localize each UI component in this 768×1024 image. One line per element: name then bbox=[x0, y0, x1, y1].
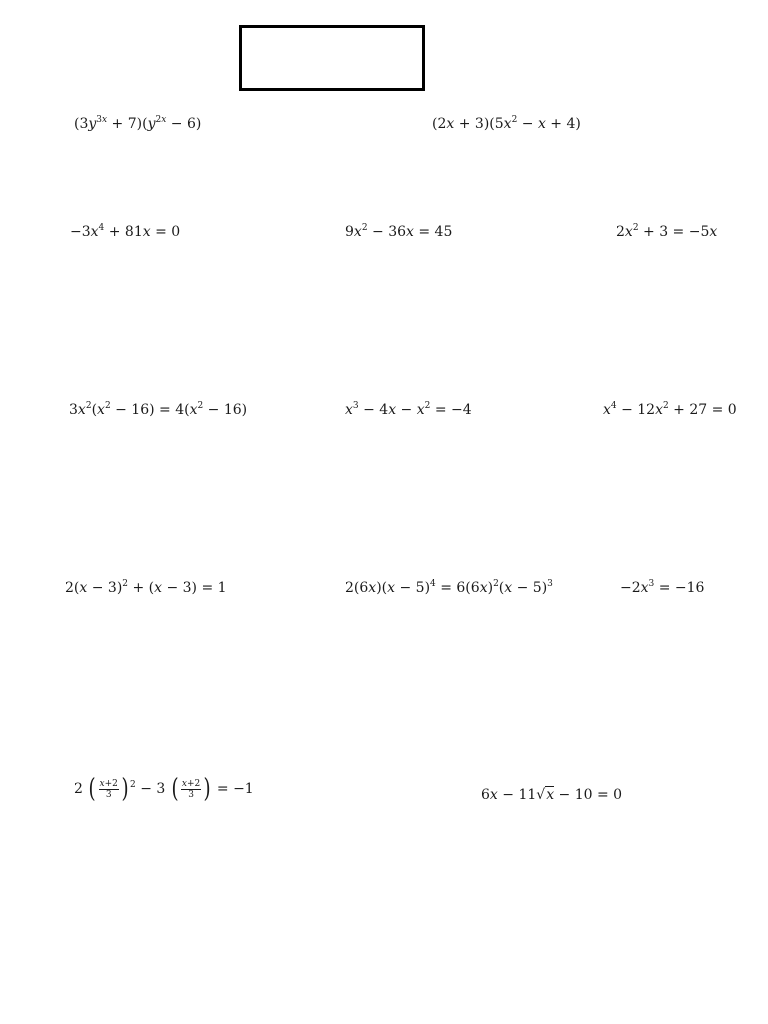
problem-9: $2(x - 3)^2 + (x - 3) = 1$ bbox=[65, 579, 227, 596]
problem-7: $x^3 - 4x - x^2 = -4$ bbox=[345, 401, 472, 418]
name-box[interactable] bbox=[239, 25, 425, 91]
problem-2: $(2x + 3)(5x^2 - x + 4)$ bbox=[432, 115, 581, 132]
problem-13: 6x − 11√x − 10 = 0 bbox=[481, 787, 623, 803]
problem-8: $x^4 - 12x^2 + 27 = 0$ bbox=[603, 401, 737, 418]
problem-6: $3x^2(x^2 - 16) = 4(x^2 - 16)$ bbox=[69, 401, 248, 418]
problem-12: 2 ( $\frac{x+2}{3}$ ) $^2$ − 3 ( $\frac{x+2}{3}$ ) = −1 bbox=[74, 774, 254, 804]
problem-5: $2x^2 + 3 = -5x$ bbox=[616, 223, 718, 240]
problem-4: $9x^2 - 36x = 45$ bbox=[345, 223, 453, 240]
problem-10: $2(6x)(x - 5)^4 = 6(6x)^2(x - 5)^3$ bbox=[345, 579, 553, 596]
problem-3: $-3x^4 + 81x = 0$ bbox=[70, 223, 181, 240]
problem-1: $(3y^{3x} + 7)(y^{2x} - 6)$ bbox=[74, 115, 202, 132]
problem-11: $-2x^3 = -16$ bbox=[620, 579, 705, 596]
